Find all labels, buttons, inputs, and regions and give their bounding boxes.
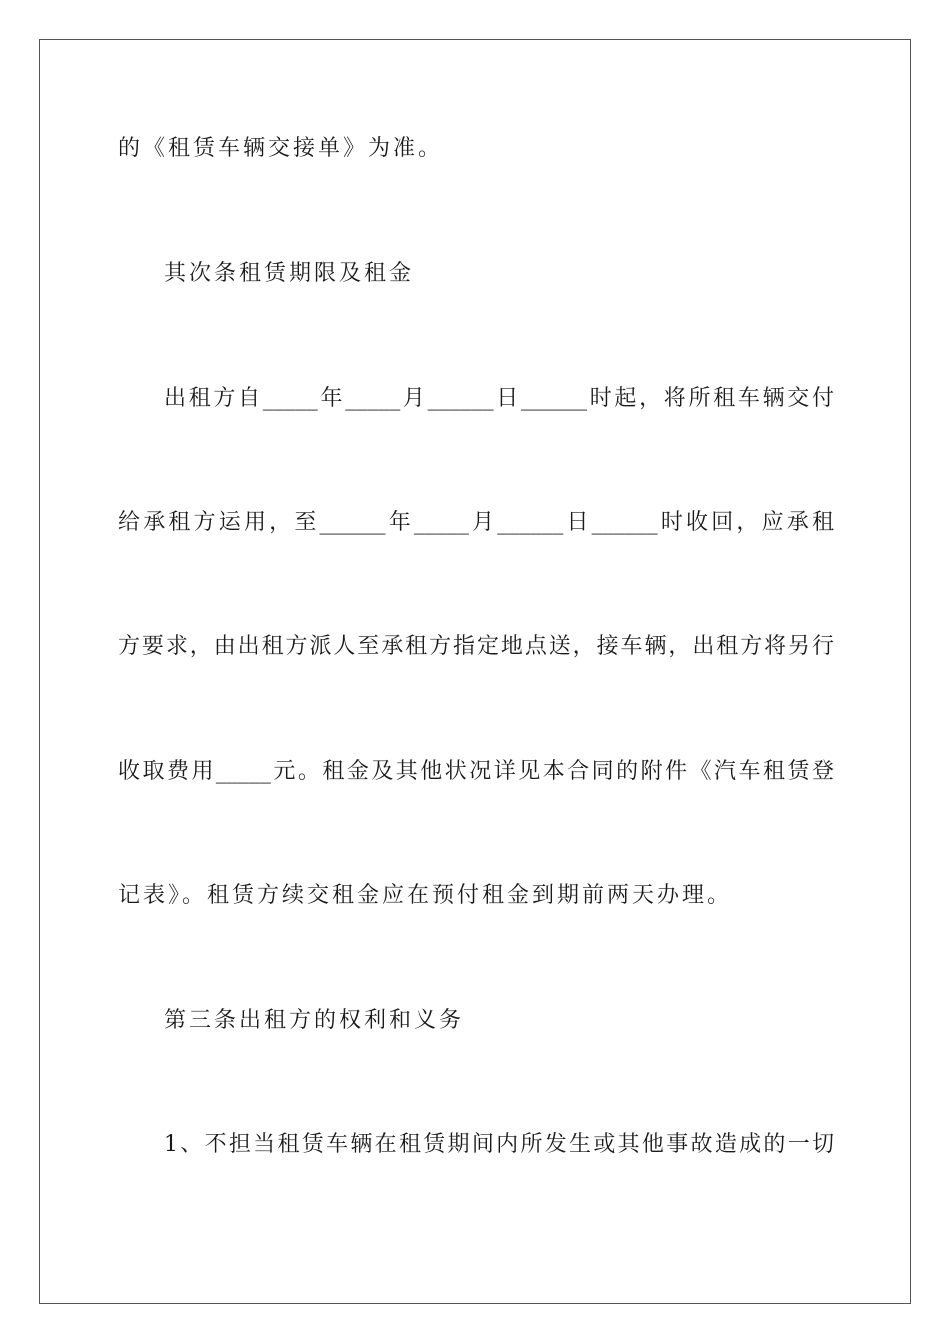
text-line-9: 1、不担当租赁车辆在租赁期间内所发生或其他事故造成的一切 (164, 1132, 834, 1157)
text-line-6: 收取费用_____元。租金及其他状况详见本合同的附件《汽车租赁登 (118, 759, 834, 784)
section-heading-3: 第三条出租方的权利和义务 (164, 1008, 465, 1033)
text-line-3: 出租方自_____年_____月______日______时起，将所租车辆交付 (164, 386, 834, 411)
text-line-7: 记表》。租赁方续交租金应在预付租金到期前两天办理。 (118, 883, 733, 908)
section-heading-2: 其次条租赁期限及租金 (164, 261, 415, 286)
text-line-4: 给承租方运用，至______年_____月______日______时收回，应承租 (118, 510, 834, 535)
text-line-1: 的《租赁车辆交接单》为准。 (118, 136, 444, 161)
text-line-5: 方要求，由出租方派人至承租方指定地点送，接车辆，出租方将另行 (118, 634, 834, 659)
page-frame (39, 39, 911, 1304)
